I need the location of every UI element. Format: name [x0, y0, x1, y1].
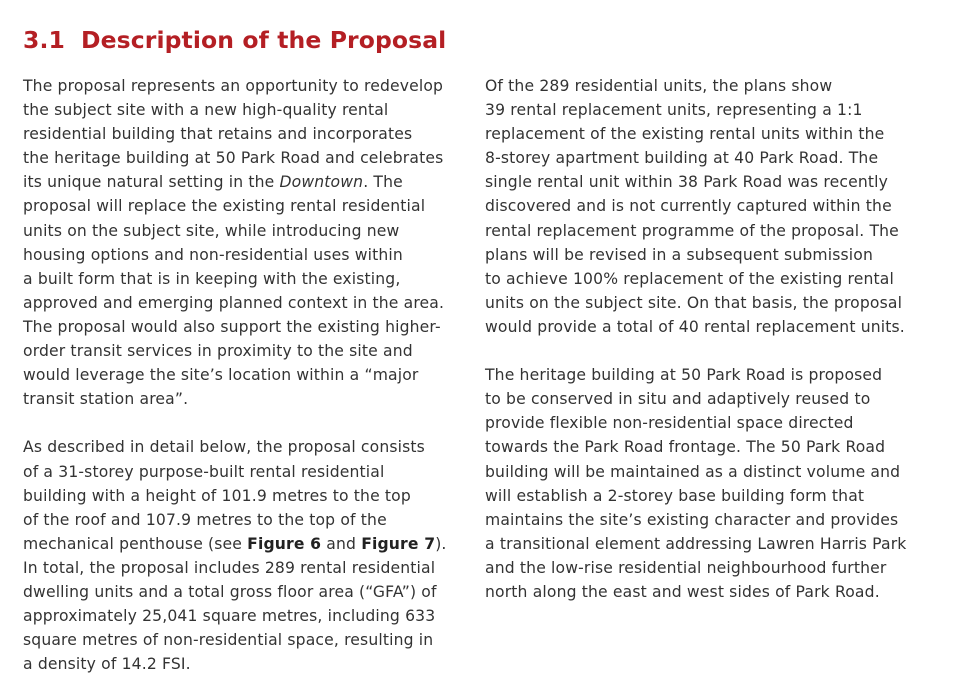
- left-column: [23, 74, 468, 676]
- text-line: will establish a 2-storey base building form that: [485, 486, 865, 505]
- text-line: provide flexible non-residential space directed: [485, 414, 854, 433]
- text-span: ).: [435, 534, 447, 553]
- text-line: to achieve 100% replacement of the existing rental: [485, 269, 894, 288]
- text-span: mechanical penthouse (see: [23, 534, 248, 553]
- figure-6-reference[interactable]: Figure 6: [247, 534, 322, 553]
- text-line: rental replacement programme of the proposal. The: [485, 221, 899, 240]
- text-line: residential building that retains and incorporates: [23, 125, 413, 144]
- text-line: the heritage building at 50 Park Road and celebrates: [23, 149, 444, 168]
- text-span: its unique natural setting in the: [23, 173, 280, 192]
- text-line: square metres of non-residential space, resulting in: [23, 631, 434, 650]
- text-span: and: [321, 534, 362, 553]
- section-title: Description of the Proposal: [81, 26, 447, 54]
- text-line: building will be maintained as a distinct volume and: [485, 462, 901, 481]
- text-line: of the roof and 107.9 metres to the top of the: [23, 510, 387, 529]
- text-line: a built form that is in keeping with the existing,: [23, 269, 401, 288]
- text-line: order transit services in proximity to the site and: [23, 342, 413, 361]
- text-line: 8-storey apartment building at 40 Park Road. The: [485, 149, 879, 168]
- text-line: [23, 532, 468, 556]
- section-number: 3.1: [23, 26, 65, 54]
- text-span: . The: [363, 173, 403, 192]
- text-line: would provide a total of 40 rental replacement units.: [485, 317, 905, 336]
- text-line: The proposal represents an opportunity to redevelop: [23, 77, 444, 95]
- text-line: housing options and non-residential uses within: [23, 245, 403, 264]
- text-line: building with a height of 101.9 metres to the top: [23, 486, 411, 505]
- text-line: and the low-rise residential neighbourhood further: [485, 558, 887, 577]
- text-line: replacement of the existing rental units within the: [485, 125, 885, 144]
- emphasis-downtown: Downtown: [279, 173, 364, 192]
- text-line: As described in detail below, the proposal consists: [23, 438, 425, 457]
- text-line: north along the east and west sides of Park Road.: [485, 582, 880, 601]
- text-line: single rental unit within 38 Park Road was recently: [485, 173, 889, 192]
- figure-7-reference[interactable]: Figure 7: [361, 534, 436, 553]
- text-line: to be conserved in situ and adaptively reused to: [485, 390, 871, 409]
- right-column: [485, 74, 945, 604]
- text-line: the subject site with a new high-quality rental: [23, 101, 389, 120]
- text-line: In total, the proposal includes 289 rental residential: [23, 558, 436, 577]
- text-line: would leverage the site’s location within a “major: [23, 366, 419, 385]
- text-line: of a 31-storey purpose-built rental residential: [23, 462, 385, 481]
- text-line: maintains the site’s existing character and provides: [485, 510, 899, 529]
- text-line: Of the 289 residential units, the plans show: [485, 77, 833, 95]
- text-line: units on the subject site. On that basis, the proposal: [485, 293, 903, 312]
- text-line: discovered and is not currently captured within the: [485, 197, 892, 216]
- text-line: The proposal would also support the existing higher-: [23, 317, 441, 336]
- text-line: 39 rental replacement units, representing a 1:1: [485, 101, 863, 120]
- text-line: proposal will replace the existing rental residential: [23, 197, 426, 216]
- paragraph-spacer: [485, 339, 945, 363]
- text-line: approved and emerging planned context in the area.: [23, 293, 445, 312]
- right-paragraph-2: [485, 363, 945, 604]
- left-paragraph-2: [23, 435, 468, 676]
- text-line: units on the subject site, while introducing new: [23, 221, 400, 240]
- right-paragraph-1: [485, 74, 945, 339]
- text-line: The heritage building at 50 Park Road is proposed: [485, 366, 883, 385]
- text-line: [23, 170, 468, 194]
- text-line: towards the Park Road frontage. The 50 Park Road: [485, 438, 886, 457]
- paragraph-spacer: [23, 411, 468, 435]
- text-line: dwelling units and a total gross floor area (“GFA”) of: [23, 582, 437, 601]
- text-line: plans will be revised in a subsequent submission: [485, 245, 873, 264]
- section-heading: [23, 26, 446, 54]
- text-line: approximately 25,041 square metres, including 633: [23, 607, 436, 626]
- left-paragraph-1: [23, 74, 468, 411]
- text-line: transit station area”.: [23, 390, 189, 409]
- text-line: a transitional element addressing Lawren Harris Park: [485, 534, 907, 553]
- text-line: a density of 14.2 FSI.: [23, 655, 191, 674]
